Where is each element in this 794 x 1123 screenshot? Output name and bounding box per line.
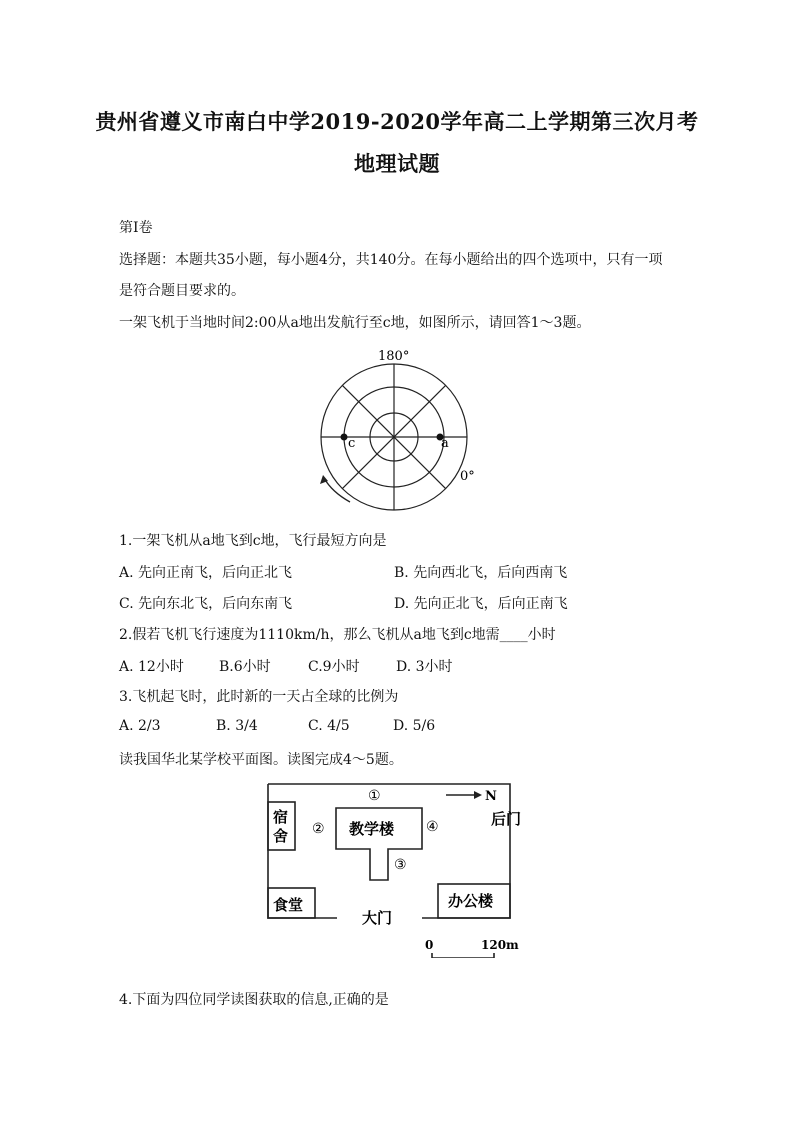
label-point-a: a <box>441 436 449 451</box>
dorm-label-1: 宿 <box>273 808 289 826</box>
mark-4: ④ <box>426 819 439 835</box>
instructions-line-1: 选择题：本题共35小题，每小题4分，共140分。在每小题给出的四个选项中，只有一项 <box>119 252 663 268</box>
polar-projection-figure <box>310 344 490 514</box>
scale-zero-label: 0 <box>425 938 434 952</box>
north-arrow-icon <box>474 791 482 799</box>
document-subtitle: 地理试题 <box>354 151 440 176</box>
instructions-line-2: 是符合题目要求的。 <box>119 283 245 299</box>
label-point-c: c <box>348 436 356 451</box>
question-1-stem: 1.一架飞机从a地飞到c地，飞行最短方向是 <box>119 533 387 549</box>
canteen-label: 食堂 <box>273 896 304 914</box>
q3-option-b: B. 3/4 <box>216 718 258 734</box>
classroom-building <box>336 808 422 880</box>
q1-option-c: C. 先向东北飞，后向东南飞 <box>119 596 293 612</box>
mark-1: ① <box>368 788 381 804</box>
q2-option-d: D. 3小时 <box>396 659 453 675</box>
rotation-arrow-icon <box>324 478 350 502</box>
school-plan-map <box>262 778 530 958</box>
mark-3: ③ <box>394 857 407 873</box>
question-2-stem: 2.假若飞机飞行速度为1110km/h，那么飞机从a地飞到c地需____小时 <box>119 627 556 643</box>
question-3-stem: 3.飞机起飞时，此时新的一天占全球的比例为 <box>119 689 399 705</box>
q3-option-a: A. 2/3 <box>119 718 161 734</box>
scale-bar <box>432 953 494 958</box>
classroom-label: 教学楼 <box>349 820 395 838</box>
q3-option-d: D. 5/6 <box>393 718 436 734</box>
q2-option-a: A. 12小时 <box>119 659 184 675</box>
q2-option-b: B.6小时 <box>219 659 271 675</box>
point-c-dot <box>341 434 348 441</box>
main-gate-label: 大门 <box>362 909 393 927</box>
label-0: 0° <box>460 469 475 484</box>
q2-option-c: C.9小时 <box>308 659 360 675</box>
office-label: 办公楼 <box>448 892 494 910</box>
question-4-stem: 4.下面为四位同学读图获取的信息,正确的是 <box>119 992 389 1008</box>
mark-2: ② <box>312 821 325 837</box>
q1-option-b: B. 先向西北飞，后向西南飞 <box>394 565 568 581</box>
q1-option-d: D. 先向正北飞，后向正南飞 <box>394 596 568 612</box>
question-intro-1: 一架飞机于当地时间2:00从a地出发航行至c地，如图所示，请回答1～3题。 <box>119 315 591 331</box>
q3-option-c: C. 4/5 <box>308 718 350 734</box>
document-title: 贵州省遵义市南白中学2019-2020学年高二上学期第三次月考 <box>95 109 699 134</box>
q1-option-a: A. 先向正南飞，后向正北飞 <box>119 565 293 581</box>
label-180: 180° <box>378 349 410 364</box>
section-heading: 第Ⅰ卷 <box>119 220 153 236</box>
dorm-label-2: 舍 <box>273 827 289 845</box>
scale-end-label: 120m <box>481 938 519 952</box>
north-label: N <box>485 789 497 804</box>
question-intro-2: 读我国华北某学校平面图。读图完成4～5题。 <box>119 752 403 768</box>
back-gate-label: 后门 <box>491 810 522 828</box>
